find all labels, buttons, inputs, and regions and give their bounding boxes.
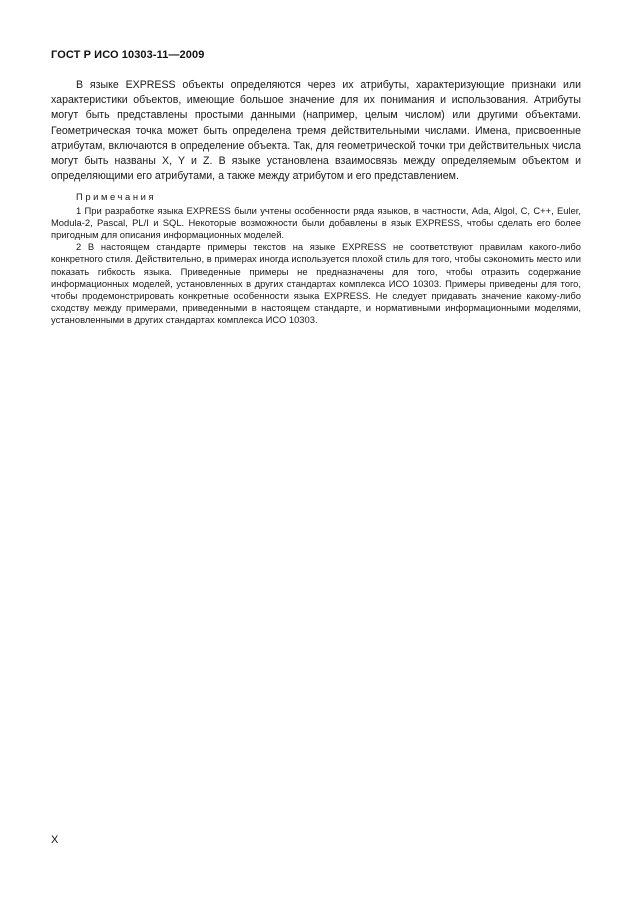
page-number: X [51,834,59,846]
page-content [51,78,581,327]
notes-title: Примечания [76,191,157,203]
document-code-header: ГОСТ Р ИСО 10303-11—2009 [51,49,205,61]
notes-section [51,191,581,326]
note-item-1: 1 При разработке языка EXPRESS были учтены особенности ряда языков, в частности, Ada, Algol, C, C++, Euler, Modula-2, Pascal, PL/I и SQL. Некоторые возможности были добавлены в язык EXPRESS, чтобы сделать его более пригодным для описания информационных моделей. [51,204,581,241]
body-paragraph: В языке EXPRESS объекты определяются через их атрибуты, характеризующие признаки или характеристики объектов, имеющие большое значение для их понимания и использования. Атрибуты могут быть представлены простыми данными (например, целым числом) или другими объектами. Геометрическая точка может быть определена тремя действительными числами. Имена, присвоенные атрибутам, включаются в определение объекта. Так, для геометрической точки три действительных числа могут быть названы X, Y и Z. В языке установлена взаимосвязь между определяемым объектом и определяющими его атрибутами, а также между атрибутом и его представлением. [51,79,581,183]
note-item-2: 2 В настоящем стандарте примеры текстов на языке EXPRESS не соответствуют правилам какого-либо конкретного стиля. Действительно, в примерах иногда используется плохой стиль для того, чтобы сэкономить место или показать гибкость языка. Приведенные примеры не предназначены для того, чтобы отразить содержание информационных моделей, установленных в других стандартах комплекса ИСО 10303. Примеры приведены для того, чтобы продемонстрировать конкретные особенности языка EXPRESS. Не следует придавать значение какому-либо сходству между примерами, приведенными в настоящем стандарте, и нормативными информационными моделями, установленными в других стандартах комплекса ИСО 10303. [51,241,581,326]
